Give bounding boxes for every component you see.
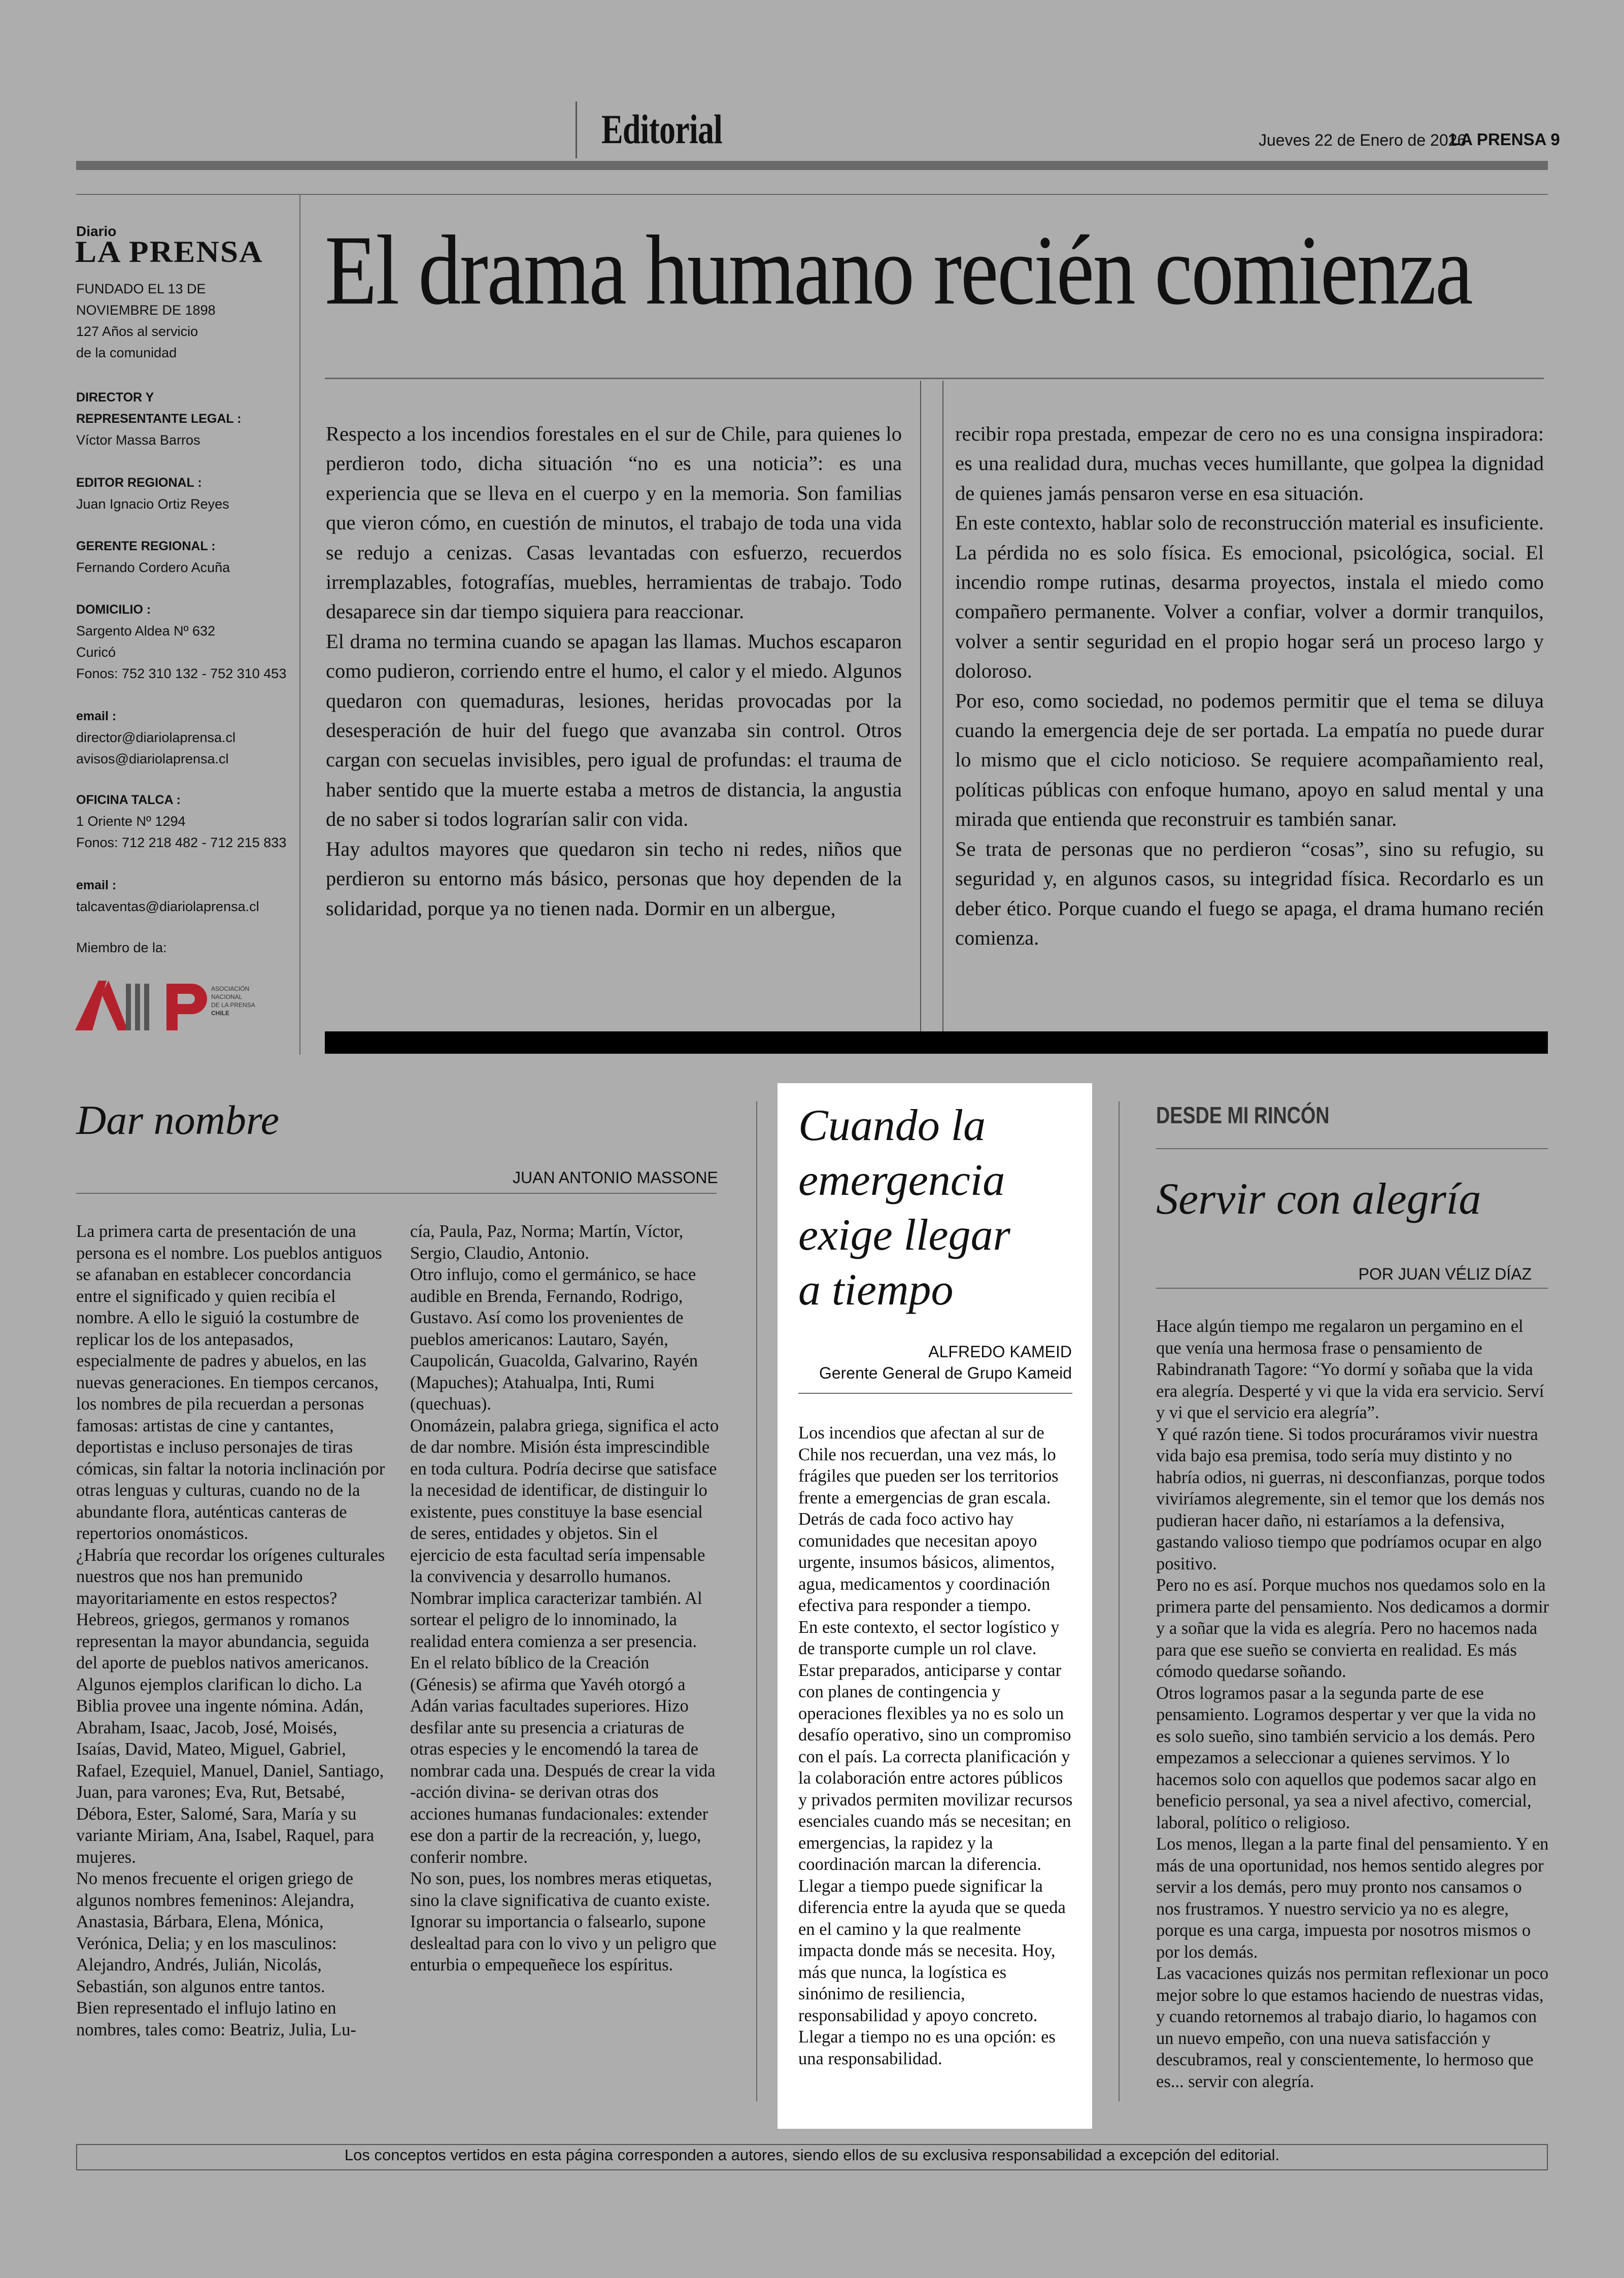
anp-caption: ASOCIACIÓN bbox=[211, 985, 250, 992]
paragraph: ¿Habría que recordar los orígenes culturales nuestros que nos han premunido mayoritariamente en estos respectos? Hebreos, griegos, germanos y romanos representan la mayor abundancia, seguida del aporte de pueblos nativos americanos. Algunos ejemplos clarifican lo dicho. La Biblia provee una ingente nómina. Adán, Abraham, Isaac, Jacob, José, Moisés, Isaías, David, Mateo, Miguel, Gabriel, Rafael, Ezequiel, Manuel, Daniel, Santiago, Juan, para varones; Eva, Rut, Betsabé, Débora, Ester, Salomé, Sara, María y su variante Miriam, Ana, Isabel, Raquel, para mujeres. bbox=[76, 1545, 385, 1867]
paragraph: Onomázein, palabra griega, significa el acto de dar nombre. Misión ésta imprescindible en toda cultura. Podría decirse que satisface la necesidad de identificar, de distinguir lo existente, pues constituye la base esencial de seres, entidades y objetos. Sin el ejercicio de esta facultad sería impensable la convivencia y desarrollo humanos. Nombrar implica caracterizar también. Al sortear el peligro de lo innominado, la realidad entera comienza a ser presencia. bbox=[410, 1416, 719, 1651]
header-rule bbox=[76, 161, 1548, 170]
paragraph: Se trata de personas que no perdieron “cosas”, sino su refugio, su seguridad y, en algunos casos, su integridad física. Recordarlo es un deber ético. Porque cuando el fuego se apaga, el drama humano recién comienza. bbox=[955, 837, 1544, 949]
anp-logo-n-shape-3 bbox=[144, 984, 149, 1030]
anp-logo-p-shape bbox=[166, 984, 207, 1030]
byline-rule bbox=[798, 1393, 1072, 1394]
email-talca-link[interactable]: talcaventas@diariolaprensa.cl bbox=[76, 899, 259, 914]
paragraph: Los menos, llegan a la parte final del pensamiento. Y en más de una oportunidad, nos hemos sentido alegres por servir a los demás, pero muy pronto nos cansamos o nos frustramos. Y nuestro servicio ya no es alegre, porque es una carga, impuesta por nosotros mismos o por los demás. bbox=[1156, 1834, 1549, 1962]
paragraph: Llegar a tiempo puede significar la diferencia entre la ayuda que se queda en el camino y la que realmente impacta donde más se necesita. Hoy, más que nunca, la logística es sinónimo de resiliencia, responsabilidad y apoyo concreto. Llegar a tiempo no es una opción: es una responsabilidad. bbox=[798, 1876, 1066, 2068]
paragraph: Y qué razón tiene. Si todos procuráramos vivir nuestra vida bajo esa premisa, todo sería muy distinto y no habría odios, ni guerras, ni desconfianzas, porque todos viviríamos alegremente, sin el temor que los demás nos pudieran hacer daño, ni estaríamos a la defensiva, gastando valioso tiempo que podríamos ocupar en algo positivo. bbox=[1156, 1424, 1545, 1573]
paragraph: En el relato bíblico de la Creación (Génesis) se afirma que Yavéh otorgó a Adán varias facultades superiores. Hizo desfilar ante su presencia a criaturas de otras especies y le encomendó la tarea de nombrar cada una. Después de crear la vida -acción divina- se derivan otras dos acciones humanas fundacionales: extender ese don a partir de la recreación, y, luego, conferir nombre. bbox=[410, 1653, 716, 1867]
paragraph: Otros logramos pasar a la segunda parte de ese pensamiento. Logramos despertar y ver que la vida no es solo sueño, sino también servicio a los demás. Pero empezamos a seleccionar a quienes servimos. Y lo hacemos solo con aquellos que podemos sacar algo en beneficio personal, ya sea a nivel afectivo, comercial, laboral, político o religioso. bbox=[1156, 1683, 1537, 1832]
editorial-headline: El drama humano recién comienza bbox=[325, 215, 1472, 325]
column-divider bbox=[920, 381, 921, 1031]
masthead-talca: OFICINA TALCA : 1 Oriente Nº 1294 Fonos: 712 218 482 - 712 215 833 bbox=[76, 793, 287, 850]
article-body bbox=[798, 1422, 1075, 2069]
paragraph: Hay adultos mayores que quedaron sin techo ni redes, niños que perdieron su entorno más básico, personas que hoy dependen de la solidaridad, porque ya no tienen nada. Dormir en un albergue, bbox=[326, 837, 902, 920]
article-author: ALFREDO KAMEID Gerente General de Grupo Kameid bbox=[819, 1343, 1072, 1382]
paragraph: En este contexto, el sector logístico y de transporte cumple un rol clave. Estar preparados, anticiparse y contar con planes de contingencia y operaciones flexibles ya no es solo un desafío operativo, sino un compromiso con el país. La correcta planificación y la colaboración entre actores públicos y privados permiten movilizar recursos esenciales cuando más se necesitan; en emergencias, la rapidez y la coordinación marcan la diferencia. bbox=[798, 1617, 1073, 1874]
anp-logo-a-shape-right bbox=[101, 981, 128, 1030]
masthead-logo-name: LA PRENSA bbox=[75, 235, 263, 269]
article-body bbox=[1156, 1316, 1549, 2092]
header-divider bbox=[576, 102, 577, 158]
article-title-servir: Servir con alegría bbox=[1156, 1175, 1481, 1224]
masthead-domicilio: DOMICILIO : Sargento Aldea Nº 632 Curicó Fonos: 752 310 132 - 752 310 453 bbox=[76, 602, 287, 681]
anp-caption: CHILE bbox=[211, 1010, 229, 1017]
paragraph: Hace algún tiempo me regalaron un pergamino en el que venía una hermosa frase o pensamiento de Rabindranath Tagore: “Yo dormí y soñaba que la vida era alegría. Desperté y vi que la vida era servicio. Serví y vi que el servicio era alegría”. bbox=[1156, 1317, 1544, 1422]
section-title: Editorial bbox=[601, 106, 723, 152]
column-divider bbox=[756, 1101, 757, 2101]
anp-logo bbox=[75, 974, 273, 1036]
masthead-director: DIRECTOR Y REPRESENTANTE LEGAL : Víctor Massa Barros bbox=[76, 390, 242, 448]
anp-caption: DE LA PRENSA bbox=[211, 1001, 255, 1009]
masthead-editor: EDITOR REGIONAL : Juan Ignacio Ortiz Reyes bbox=[76, 476, 229, 512]
masthead-divider bbox=[299, 195, 300, 1055]
article-column-2 bbox=[410, 1221, 720, 1976]
paragraph: Los incendios que afectan al sur de Chile nos recuerdan, una vez más, lo frágiles que pueden ser los territorios frente a emergencias de gran escala. Detrás de cada foco activo hay comunidades que necesitan apoyo urgente, insumos básicos, alimentos, agua, medicamentos y coordinación efectiva para responder a tiempo. bbox=[798, 1423, 1059, 1615]
header-thin-rule bbox=[76, 194, 1548, 195]
anp-logo-a-shape bbox=[75, 981, 107, 1030]
paragraph: Respecto a los incendios forestales en el sur de Chile, para quienes lo perdieron todo, dicha situación “no es una noticia”: es una experiencia que se lleva en el cuerpo y en la memoria. Son familias que vieron cómo, en cuestión de minutos, el trabajo de toda una vida se redujo a cenizas. Casas levantadas con esfuerzo, recuerdos irremplazables, fotografías, muebles, herramientas de trabajo. Todo desaparece sin dar tiempo siquiera para reaccionar. bbox=[326, 422, 902, 623]
masthead-diario: Diario bbox=[76, 223, 117, 239]
column-section-label: DESDE MI RINCÓN bbox=[1156, 1102, 1330, 1128]
column-divider bbox=[942, 381, 943, 1031]
anp-logo-n-shape-2 bbox=[135, 984, 140, 1030]
paragraph: Ignorar su importancia o falsearlo, supone deslealtad para con lo vivo y un peligro que enturbia o empequeñece los espíritus. bbox=[410, 1912, 717, 1974]
email-director-link[interactable]: director@diariolaprensa.cl bbox=[76, 730, 236, 745]
byline-rule bbox=[76, 1193, 717, 1194]
email-avisos-link[interactable]: avisos@diariolaprensa.cl bbox=[76, 751, 229, 766]
paragraph: Bien representado el influjo latino en nombres, tales como: Beatriz, Julia, Lu- bbox=[76, 1998, 356, 2039]
headline-rule bbox=[325, 378, 1544, 379]
editorial-column-2 bbox=[955, 419, 1544, 953]
masthead-email: email : director@diariolaprensa.cl avisos@diariolaprensa.cl bbox=[76, 706, 235, 769]
column-divider bbox=[1119, 1101, 1120, 2101]
anp-logo-n-shape bbox=[126, 984, 131, 1030]
issue-date: Jueves 22 de Enero de 2026 bbox=[1259, 131, 1467, 149]
footer-disclaimer: Los conceptos vertidos en esta página corresponden a autores, siendo ellos de su exclusiva responsabilidad a excepción del editorial. bbox=[344, 2146, 1280, 2164]
section-rule bbox=[1156, 1148, 1548, 1149]
masthead-founded: FUNDADO EL 13 DE NOVIEMBRE DE 1898 127 Años al servicio de la comunidad bbox=[76, 281, 216, 360]
article-title-emergencia: Cuando la emergencia exige llegar a tiempo bbox=[798, 1101, 1010, 1315]
page-label: LA PRENSA 9 bbox=[1450, 130, 1560, 149]
paragraph: No menos frecuente el origen griego de algunos nombres femeninos: Alejandra, Anastasia, Bárbara, Elena, Mónica, Verónica, Delia; y en los masculinos: Alejandro, Andrés, Julián, Nicolás, Sebastián, son algunos entre tantos. bbox=[76, 1869, 355, 1996]
paragraph: El drama no termina cuando se apagan las llamas. Muchos escaparon como pudieron, corriendo entre el humo, el calor y el miedo. Algunos quedaron con quemaduras, lesiones, heridas provocadas por la desesperación de huir del fuego que avanzaba sin control. Otros cargan con secuelas invisibles, pero igual de profundas: el trauma de haber sentido que la muerte estaba a metros de distancia, la angustia de no saber si todos lograrían salir con vida. bbox=[326, 629, 902, 831]
article-author: POR JUAN VÉLIZ DÍAZ bbox=[1358, 1265, 1532, 1283]
paragraph: Otro influjo, como el germánico, se hace audible en Brenda, Fernando, Rodrigo, Gustavo. Así como los provenientes de pueblos americanos: Lautaro, Sayén, Caupolicán, Guacolda, Galvarino, Rayén (Mapuches); Atahualpa, Inti, Rumi (quechuas). bbox=[410, 1265, 698, 1414]
paragraph: En este contexto, hablar solo de reconstrucción material es insuficiente. La pérdida no es solo física. Es emocional, psicológica, social. El incendio rompe rutinas, desarma proyectos, instala el miedo como compañero permanente. Volver a confiar, volver a dormir tranquilos, volver a sentir seguridad en el propio hogar será un proceso largo y doloroso. bbox=[955, 511, 1544, 683]
article-title-dar-nombre: Dar nombre bbox=[76, 1097, 280, 1143]
paragraph: cía, Paula, Paz, Norma; Martín, Víctor, Sergio, Claudio, Antonio. bbox=[410, 1222, 684, 1263]
article-author: JUAN ANTONIO MASSONE bbox=[513, 1168, 718, 1187]
editorial-column-1 bbox=[326, 419, 902, 923]
paragraph: recibir ropa prestada, empezar de cero no es una consigna inspiradora: es una realidad dura, muchas veces humillante, que golpea la dignidad de quienes jamás pensaron verse en esa situación. bbox=[955, 422, 1544, 505]
article-column-1 bbox=[76, 1221, 386, 2040]
masthead-gerente: GERENTE REGIONAL : Fernando Cordero Acuña bbox=[76, 539, 230, 575]
paragraph: No son, pues, los nombres meras etiquetas, sino la clave significativa de cuanto existe. bbox=[410, 1869, 713, 1910]
anp-caption: NACIONAL bbox=[211, 993, 243, 1000]
section-separator-bar bbox=[325, 1031, 1548, 1054]
paragraph: Pero no es así. Porque muchos nos quedamos solo en la primera parte del pensamiento. Nos dedicamos a dormir y a soñar que la vida es alegría. Pero no hacemos nada para que ese sueño se convierta en realidad. Es más cómodo quedarse soñando. bbox=[1156, 1576, 1549, 1681]
paragraph: La primera carta de presentación de una persona es el nombre. Los pueblos antiguos se afanaban en establecer concordancia entre el significado y quien recibía el nombre. A ello le siguió la costumbre de replicar los de los antepasados, especialmente de padres y abuelos, en las nuevas generaciones. En tiempos cercanos, los nombres de pila recuerdan a personas famosas: artistas de cine y cantantes, deportistas e incluso personajes de tiras cómicas, sin faltar la notoria inclinación por otras lenguas y culturas, cuando no de la abundante flora, auténticas canteras de repertorios onomásticos. bbox=[76, 1222, 385, 1543]
byline-rule bbox=[1156, 1288, 1548, 1289]
masthead-member: Miembro de la: bbox=[76, 940, 167, 955]
paragraph: Las vacaciones quizás nos permitan reflexionar un poco mejor sobre lo que estamos haciendo de nuestras vidas, y cuando retornemos al trabajo diario, lo hagamos con un nuevo empeño, con una nueva satisfacción y descubramos, real y conscientemente, lo hermoso que es... servir con alegría. bbox=[1156, 1964, 1549, 2091]
paragraph: Por eso, como sociedad, no podemos permitir que el tema se diluya cuando la emergencia deje de ser portada. La empatía no puede durar lo mismo que el ciclo noticioso. Se requiere acompañamiento real, políticas públicas con enfoque humano, apoyo en salud mental y una mirada que entienda que reconstruir es también sanar. bbox=[955, 689, 1544, 831]
masthead-email-talca: email : talcaventas@diariolaprensa.cl bbox=[76, 875, 259, 917]
